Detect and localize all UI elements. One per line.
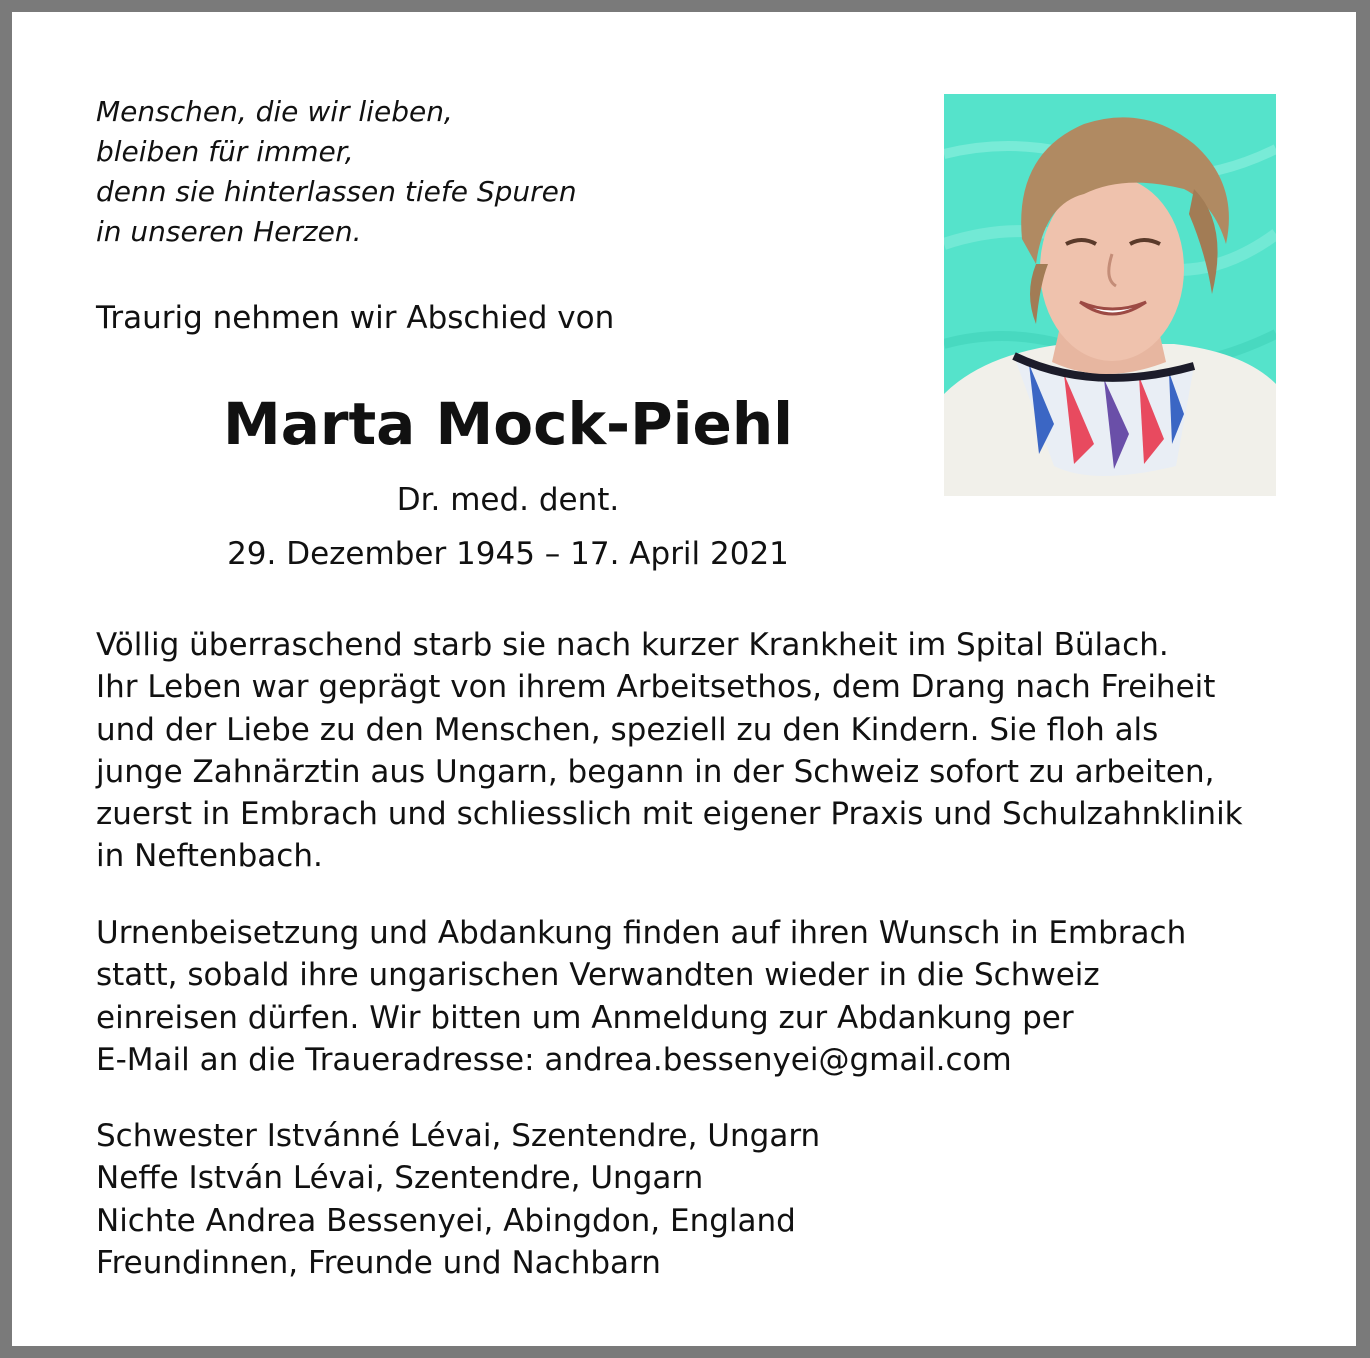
mourner-entry: Neffe István Lévai, Szentendre, Ungarn: [96, 1160, 704, 1197]
mourners-list: [96, 1115, 1296, 1284]
quote-line: Menschen, die wir lieben,: [96, 95, 453, 128]
life-dates: 29. Dezember 1945 – 17. April 2021: [227, 536, 789, 572]
text-line: in Neftenbach.: [96, 838, 323, 875]
memorial-quote: [96, 92, 577, 252]
funeral-info-paragraph: [96, 912, 1296, 1081]
text-line: Völlig überraschend starb sie nach kurzer Krankheit im Spital Bülach.: [96, 627, 1169, 663]
obituary-card: [12, 12, 1356, 1346]
biography-paragraph: [96, 624, 1296, 878]
text-line: Urnenbeisetzung und Abdankung finden auf ihren Wunsch in Embrach: [96, 915, 1187, 951]
deceased-name: Marta Mock-Piehl: [222, 390, 793, 458]
text-line: zuerst in Embrach und schliesslich mit eigener Praxis und Schulzahnklinik: [96, 796, 1243, 833]
mourner-entry: Freundinnen, Freunde und Nachbarn: [96, 1244, 661, 1281]
quote-line: in unseren Herzen.: [96, 215, 362, 248]
quote-line: denn sie hinterlassen tiefe Spuren: [96, 175, 577, 208]
portrait-photo: [944, 94, 1276, 496]
text-line: junge Zahnärztin aus Ungarn, begann in der Schweiz sofort zu arbeiten,: [96, 753, 1215, 790]
text-line: und der Liebe zu den Menschen, speziell zu den Kindern. Sie floh als: [96, 711, 1159, 748]
text-line: einreisen dürfen. Wir bitten um Anmeldung zur Abdankung per: [96, 999, 1074, 1036]
farewell-intro: Traurig nehmen wir Abschied von: [96, 300, 615, 336]
mourner-entry: Nichte Andrea Bessenyei, Abingdon, England: [96, 1202, 796, 1239]
mourner-entry: Schwester Istvánné Lévai, Szentendre, Ungarn: [96, 1118, 821, 1154]
academic-title: Dr. med. dent.: [396, 482, 620, 518]
text-line: Ihr Leben war geprägt von ihrem Arbeitsethos, dem Drang nach Freiheit: [96, 669, 1216, 706]
text-line: E-Mail an die Traueradresse: andrea.bessenyei@gmail.com: [96, 1041, 1012, 1078]
text-line: statt, sobald ihre ungarischen Verwandten wieder in die Schweiz: [96, 957, 1100, 994]
quote-line: bleiben für immer,: [96, 135, 354, 168]
